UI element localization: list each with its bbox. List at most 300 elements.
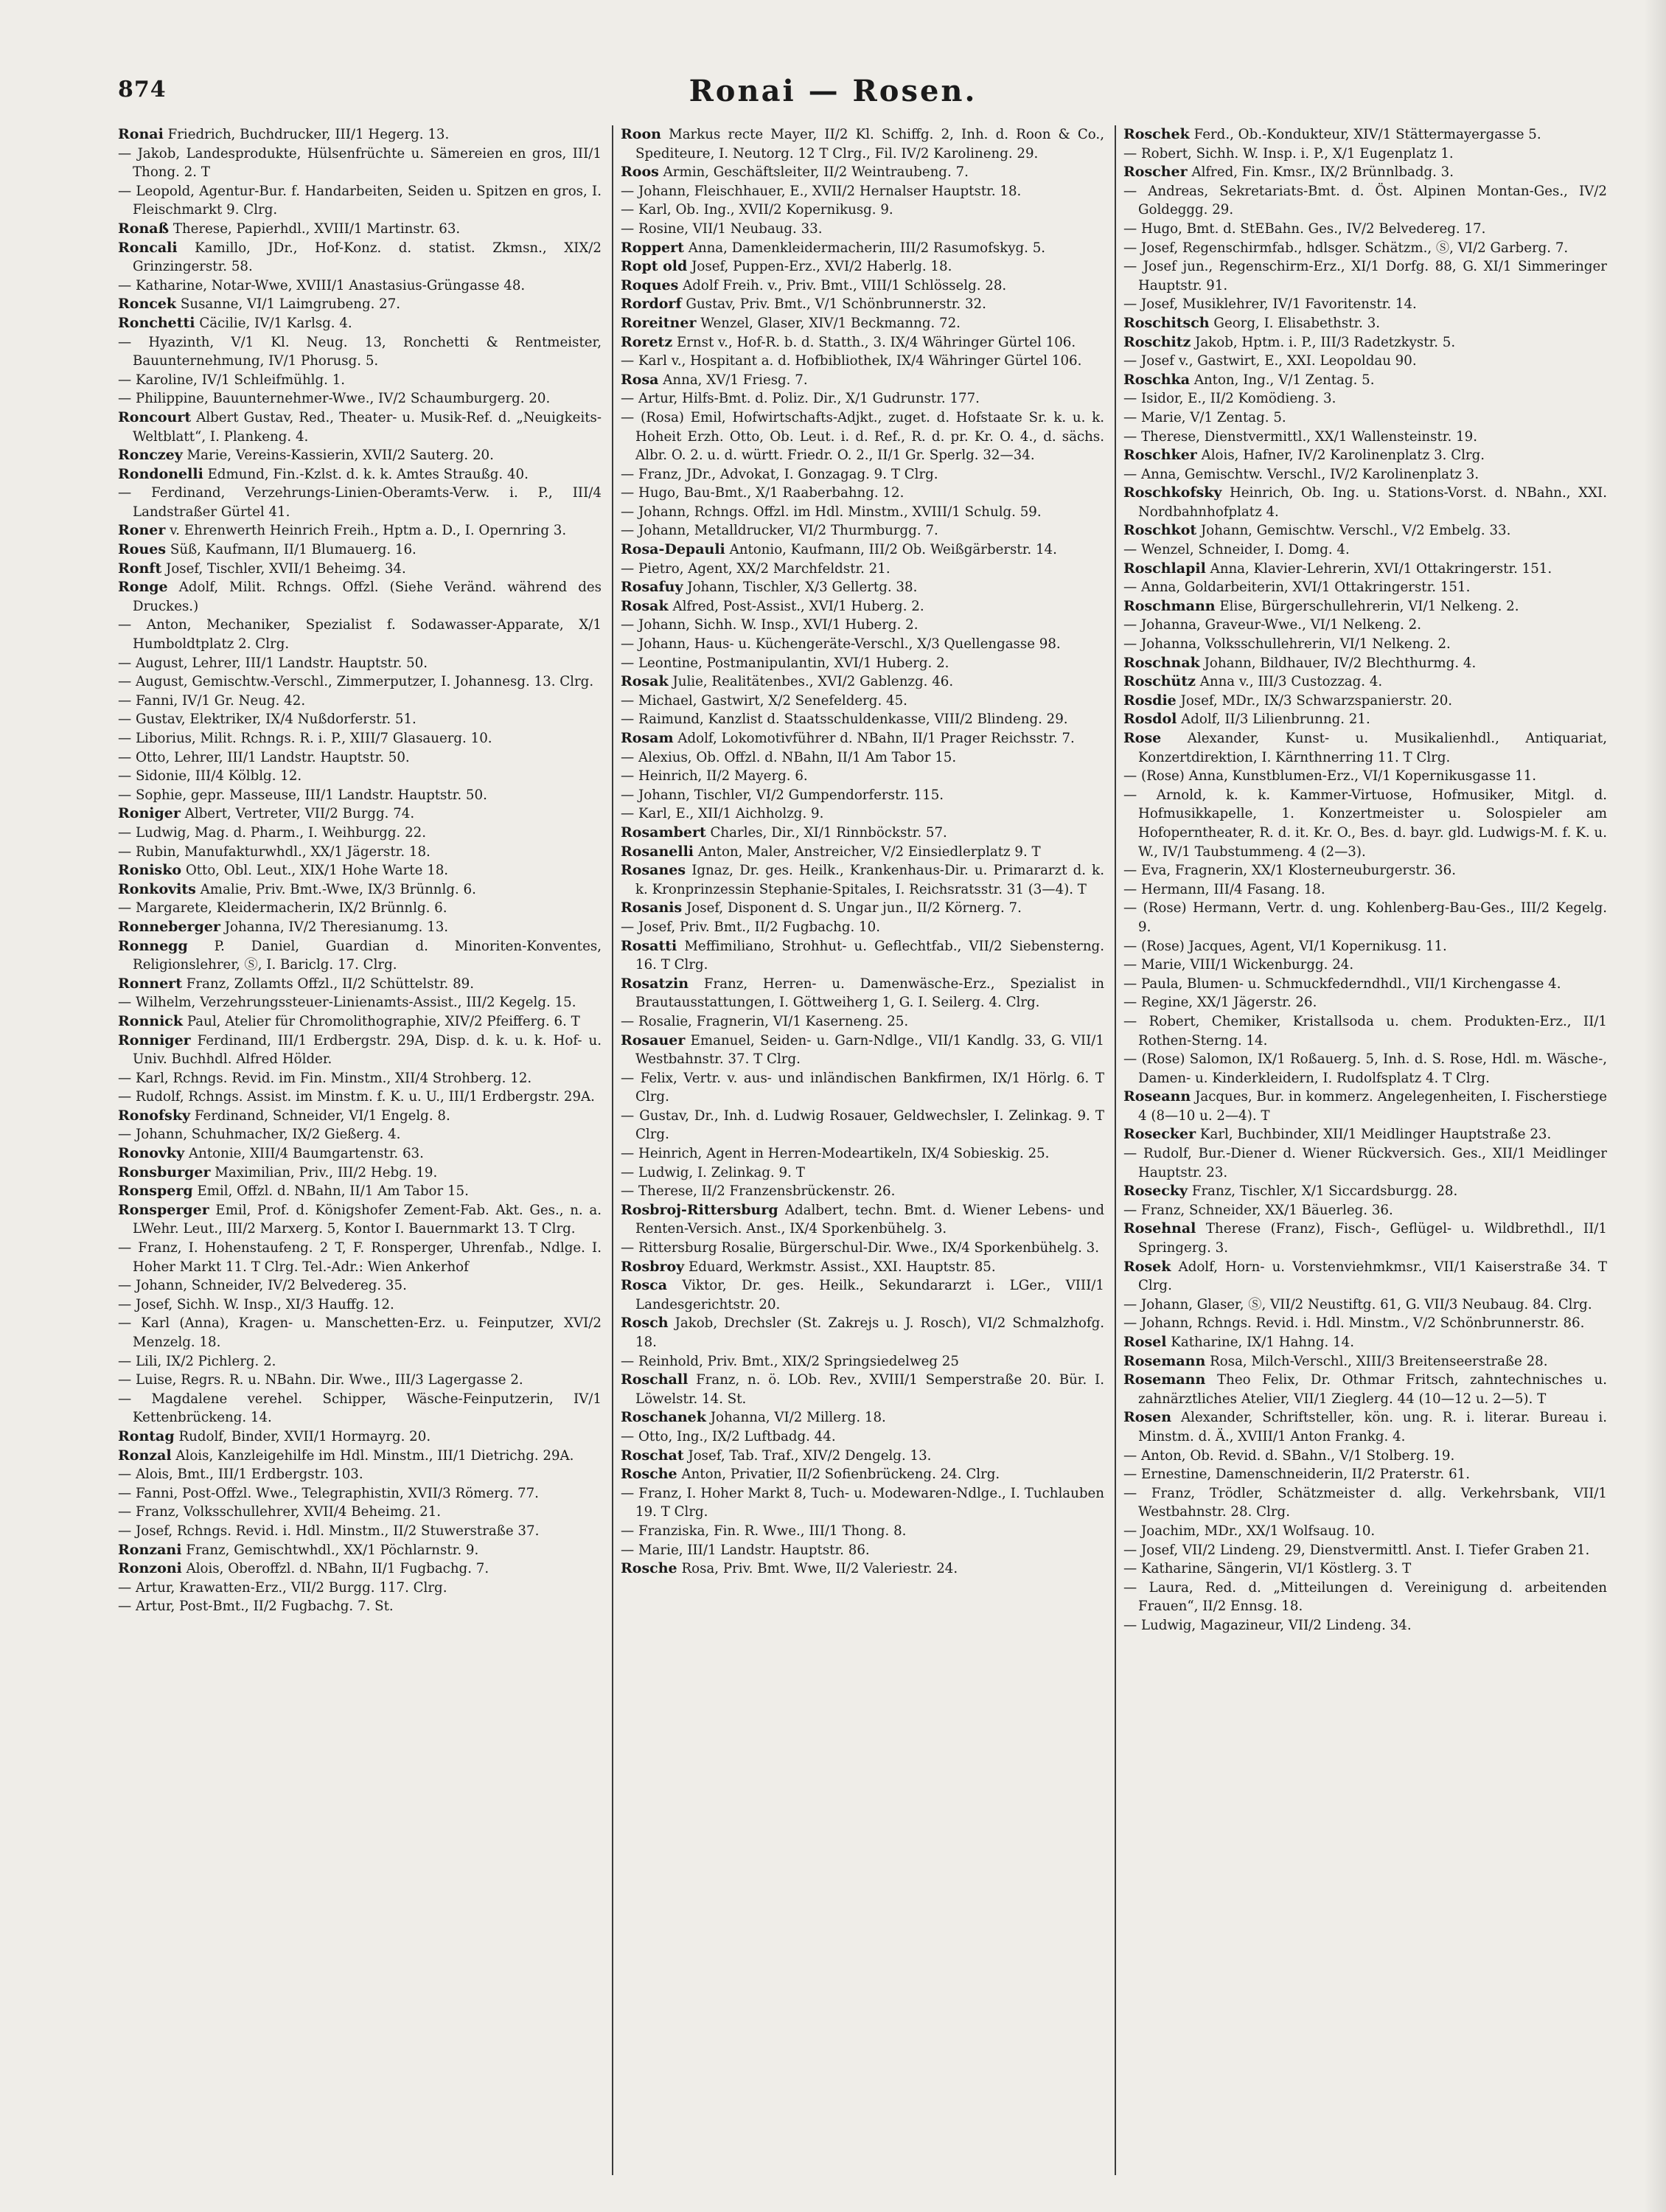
entry-details: Johann, Gemischtw. Verschl., V/2 Embelg. 33. (1200, 523, 1511, 539)
entry-details: Franz, Herren- u. Damenwäsche-Erz., Spezialist in Brautausstattungen, I. Göttweiherg 1, G. I. Seilerg. 4. Clrg. (635, 975, 1104, 1011)
column-3 (1123, 125, 1607, 2175)
directory-entry (621, 692, 1104, 711)
entry-details: — Johann, Glaser, Ⓢ, VII/2 Neustiftg. 61, G. VII/3 Neubaug. 84. Clrg. (1123, 1296, 1592, 1312)
directory-entry (1123, 899, 1607, 936)
directory-entry (118, 239, 602, 276)
directory-entry (621, 408, 1104, 465)
entry-details: Katharine, IX/1 Hahng. 14. (1171, 1335, 1354, 1350)
directory-entry (621, 824, 1104, 843)
directory-entry (1123, 1333, 1607, 1352)
entry-details: — Rubin, Manufakturwhdl., XX/1 Jägerstr. 18. (118, 844, 431, 860)
directory-entry (1123, 1465, 1607, 1484)
directory-entry (118, 692, 602, 711)
entry-details: Jacques, Bur. in kommerz. Angelegenheiten, I. Fischerstiege 4 (8—10 u. 2—4). T (1138, 1089, 1607, 1124)
directory-entry (1123, 672, 1607, 692)
entry-details: — Josef, Priv. Bmt., II/2 Fugbachg. 10. (621, 919, 880, 935)
directory-entry (118, 1597, 602, 1616)
directory-entry (621, 975, 1104, 1012)
entry-details: Franz, Gemischtwhdl., XX/1 Pöchlarnstr. 9. (186, 1542, 479, 1558)
column-1 (118, 125, 602, 2175)
directory-entry (118, 371, 602, 390)
entry-details: Charles, Dir., XI/1 Rinnböckstr. 57. (710, 824, 947, 841)
directory-entry (118, 1371, 602, 1390)
entry-surname: Roschitz (1123, 333, 1191, 350)
directory-entry (118, 993, 602, 1012)
entry-surname: Rosche (621, 1560, 677, 1577)
entry-surname: Rosehnal (1123, 1220, 1196, 1237)
entry-details: — Heinrich, Agent in Herren-Modeartikeln, IX/4 Sobieskig. 25. (621, 1146, 1050, 1162)
directory-entry (1123, 145, 1607, 164)
entry-surname: Rondonelli (118, 465, 203, 482)
directory-entry (118, 1012, 602, 1032)
entry-details: — Heinrich, II/2 Mayerg. 6. (621, 768, 808, 785)
entry-details: — (Rose) Salomon, IX/1 Roßauerg. 5, Inh. d. S. Rose, Hdl. m. Wäsche-, Damen- u. Kinderkleidern, I. Rudolfsplatz 4. T Clrg. (1123, 1051, 1607, 1086)
directory-entry (621, 1447, 1104, 1466)
entry-surname: Ronniger (118, 1032, 191, 1048)
entry-details: — Paula, Blumen- u. Schmuckfederndhdl., VII/1 Kirchengasse 4. (1123, 975, 1561, 992)
entry-surname: Roques (621, 276, 679, 293)
directory-entry (1123, 880, 1607, 900)
entry-details: — Isidor, E., II/2 Komödieng. 3. (1123, 391, 1336, 407)
entry-details: — Johann, Sichh. W. Insp., XVI/1 Huberg. 2. (621, 617, 919, 633)
entry-details: Emanuel, Seiden- u. Garn-Ndlge., VII/1 Kandlg. 33, G. VII/1 Westbahnstr. 37. T Clrg. (635, 1032, 1104, 1068)
entry-surname: Rosel (1123, 1334, 1167, 1350)
entry-details: — Felix, Vertr. v. aus- und inländischen Bankfirmen, IX/1 Hörlg. 6. T Clrg. (621, 1070, 1104, 1105)
entry-details: — Artur, Krawatten-Erz., VII/2 Burgg. 117. Clrg. (118, 1579, 447, 1596)
entry-details: — Johann, Rchngs. Revid. i. Hdl. Minstm., V/2 Schönbrunnerstr. 86. (1123, 1315, 1585, 1332)
directory-entry (621, 521, 1104, 540)
directory-entry (118, 1295, 602, 1315)
directory-entry (118, 748, 602, 768)
entry-surname: Ronzoni (118, 1560, 182, 1577)
entry-surname: Rosecky (1123, 1183, 1188, 1200)
directory-entry (118, 182, 602, 220)
entry-details: — Rudolf, Rchngs. Assist. im Minstm. f. K. u. U., III/1 Erdbergstr. 29A. (118, 1089, 595, 1105)
entry-surname: Rosche (621, 1466, 677, 1483)
entry-surname: Roncali (118, 239, 178, 256)
directory-entry (118, 220, 602, 239)
directory-entry (118, 389, 602, 408)
entry-details: Josef, Tischler, XVII/1 Beheimg. 34. (166, 560, 406, 577)
directory-entry (1123, 163, 1607, 182)
directory-entry (118, 918, 602, 937)
entry-details: — Gustav, Dr., Inh. d. Ludwig Rosauer, Geldwechsler, I. Zelinkag. 9. T Clrg. (621, 1107, 1104, 1143)
directory-entry (118, 880, 602, 900)
entry-surname: Roscher (1123, 164, 1188, 181)
entry-surname: Ronczey (118, 447, 183, 464)
entry-details: Viktor, Dr. ges. Heilk., Sekundararzt i. LGer., VIII/1 Landesgerichtstr. 20. (635, 1278, 1104, 1312)
directory-entry (621, 918, 1104, 937)
entry-details: Josef, MDr., IX/3 Schwarzspanierstr. 20. (1180, 692, 1453, 709)
directory-entry (1123, 1182, 1607, 1201)
entry-details: Albert, Vertreter, VII/2 Burgg. 74. (184, 806, 415, 822)
directory-entry (621, 389, 1104, 408)
entry-surname: Roschmann (1123, 597, 1216, 614)
entry-surname: Rosak (621, 597, 669, 614)
directory-entry (118, 1125, 602, 1144)
directory-entry (621, 748, 1104, 768)
entry-surname: Roreitner (621, 314, 697, 331)
directory-entry (1123, 446, 1607, 465)
entry-details: — Rudolf, Bur.-Diener d. Wiener Rückversich. Ges., XII/1 Meidlinger Hauptstr. 23. (1123, 1146, 1607, 1180)
directory-entry (1123, 975, 1607, 994)
entry-details: Anna, Damenkleidermacherin, III/2 Rasumofskyg. 5. (688, 240, 1046, 256)
entry-surname: Roos (621, 164, 659, 181)
entry-details: Rosa, Milch-Verschl., XIII/3 Breitenseerstraße 28. (1210, 1353, 1548, 1369)
entry-details: — Franz, JDr., Advokat, I. Gonzagag. 9. T Clrg. (621, 466, 938, 482)
directory-entry (621, 295, 1104, 314)
entry-details: — Karl, Rchngs. Revid. im Fin. Minstm., XII/4 Strohberg. 12. (118, 1070, 532, 1086)
directory-entry (118, 1465, 602, 1484)
directory-entry (118, 616, 602, 653)
entry-details: Adolf, Horn- u. Vorstenviehmkmsr., VII/1 Kaiserstraße 34. T Clrg. (1138, 1259, 1607, 1294)
directory-entry (621, 899, 1104, 918)
directory-entry (118, 1427, 602, 1447)
directory-entry (118, 843, 602, 862)
entry-surname: Ropt old (621, 258, 688, 275)
directory-entry (1123, 389, 1607, 408)
entry-details: Alois, Kanzleigehilfe im Hdl. Minstm., III/1 Dietrichg. 29A. (175, 1447, 574, 1464)
entry-surname: Ronsperger (118, 1201, 209, 1218)
directory-entry (621, 1182, 1104, 1201)
directory-entry (118, 654, 602, 673)
directory-entry (1123, 540, 1607, 560)
entry-details: — Franz, Schneider, XX/1 Bäuerleg. 36. (1123, 1202, 1393, 1218)
directory-entry (118, 560, 602, 579)
directory-entry (118, 145, 602, 182)
directory-entry (1123, 484, 1607, 521)
entry-surname: Ronchetti (118, 314, 195, 331)
entry-surname: Roschitsch (1123, 314, 1210, 331)
entry-surname: Rosdie (1123, 692, 1177, 709)
directory-entry (1123, 314, 1607, 333)
entry-details: Gustav, Priv. Bmt., V/1 Schönbrunnerstr. 32. (686, 296, 986, 313)
directory-entry (118, 824, 602, 843)
entry-details: — Karoline, IV/1 Schleifmühlg. 1. (118, 372, 346, 388)
directory-entry (621, 125, 1104, 163)
entry-details: — Jakob, Landesprodukte, Hülsenfrüchte u. Sämereien en gros, III/1 Thong. 2. T (118, 145, 602, 181)
directory-entry (1123, 1484, 1607, 1522)
entry-details: — Fanni, IV/1 Gr. Neug. 42. (118, 692, 306, 709)
entry-details: — Marie, VIII/1 Wickenburgg. 24. (1123, 957, 1354, 973)
entry-details: — August, Gemischtw.-Verschl., Zimmerputzer, I. Johannesg. 13. Clrg. (118, 674, 594, 690)
directory-entry (118, 521, 602, 540)
entry-details: — Johann, Tischler, VI/2 Gumpendorferstr. 115. (621, 787, 944, 803)
directory-entry (1123, 786, 1607, 861)
entry-surname: Rosanes (621, 862, 686, 879)
entry-details: Franz, Tischler, X/1 Siccardsburgg. 28. (1191, 1183, 1458, 1200)
entry-details: Johanna, IV/2 Theresianumg. 13. (224, 919, 449, 935)
directory-entry (118, 1447, 602, 1466)
entry-details: — (Rose) Hermann, Vertr. d. ung. Kohlenberg-Bau-Ges., III/2 Kegelg. 9. (1123, 900, 1607, 935)
directory-entry (118, 408, 602, 446)
directory-entry (1123, 1258, 1607, 1295)
directory-entry (1123, 1125, 1607, 1144)
entry-details: — Katharine, Notar-Wwe, XVIII/1 Anastasius-Grüngasse 48. (118, 277, 526, 293)
entry-details: — Hugo, Bmt. d. StEBahn. Ges., IV/2 Belvedereg. 17. (1123, 220, 1486, 237)
entry-surname: Roschütz (1123, 673, 1196, 690)
entry-surname: Roner (118, 522, 166, 539)
entry-details: — Eva, Fragnerin, XX/1 Klosterneuburgerstr. 36. (1123, 863, 1456, 879)
entry-details: — Rosine, VII/1 Neubaug. 33. (621, 220, 823, 237)
entry-surname: Roniger (118, 805, 181, 822)
entry-details: — Rosalie, Fragnerin, VI/1 Kaserneng. 25. (621, 1013, 909, 1029)
directory-entry (1123, 692, 1607, 711)
directory-entry (118, 540, 602, 560)
entry-details: — Arnold, k. k. Kammer-Virtuose, Hofmusiker, Mitgl. d. Hofmusikkapelle, 1. Konzertmeister u. Solospieler am Hofoperntheater, R. d. it. Kr. O., Bes. d. bayr. gld. Ludwigs-M. f. K. u. W., IV/1 Taubstummeng. 4 (2—3). (1123, 787, 1607, 860)
entry-surname: Roon (621, 126, 661, 142)
directory-entry (621, 1107, 1104, 1144)
directory-entry (1123, 239, 1607, 258)
entry-details: Josef, Tab. Traf., XIV/2 Dengelg. 13. (688, 1447, 932, 1464)
directory-entry (1123, 654, 1607, 673)
entry-details: Johanna, VI/2 Millerg. 18. (710, 1410, 886, 1426)
entry-details: — Fanni, Post-Offzl. Wwe., Telegraphistin, XVII/3 Römerg. 77. (118, 1485, 539, 1501)
directory-entry (118, 1522, 602, 1541)
directory-entry (118, 314, 602, 333)
entry-surname: Rosafuy (621, 579, 683, 596)
entry-details: — Franziska, Fin. R. Wwe., III/1 Thong. 8. (621, 1523, 907, 1539)
entry-surname: Rose (1123, 730, 1162, 746)
directory-entry (621, 861, 1104, 899)
entry-details: — Artur, Post-Bmt., II/2 Fugbachg. 7. St. (118, 1599, 394, 1615)
directory-entry (1123, 1314, 1607, 1333)
entry-surname: Roschkot (1123, 522, 1197, 539)
entry-details: — Artur, Hilfs-Bmt. d. Poliz. Dir., X/1 Gudrunstr. 177. (621, 391, 980, 407)
entry-columns (118, 125, 1607, 2175)
directory-entry (118, 1503, 602, 1522)
directory-entry (621, 503, 1104, 522)
directory-entry (1123, 257, 1607, 295)
directory-entry (118, 804, 602, 824)
entry-details: — August, Lehrer, III/1 Landstr. Hauptstr. 50. (118, 655, 428, 671)
entry-surname: Rosemann (1123, 1371, 1206, 1388)
directory-entry (621, 1239, 1104, 1258)
directory-entry (1123, 1579, 1607, 1616)
entry-details: — Therese, II/2 Franzensbrückenstr. 26. (621, 1183, 896, 1200)
directory-entry (621, 352, 1104, 371)
directory-entry (621, 201, 1104, 220)
directory-entry (621, 1559, 1104, 1579)
entry-details: Franz, n. ö. LOb. Rev., XVIII/1 Semperstraße 20. Bür. I. Löwelstr. 14. St. (635, 1372, 1104, 1407)
directory-entry (1123, 861, 1607, 880)
entry-surname: Roschall (621, 1371, 689, 1388)
entry-surname: Ronnegg (118, 937, 188, 954)
directory-entry (1123, 1541, 1607, 1560)
entry-details: Alexander, Kunst- u. Musikalienhdl., Antiquariat, Konzertdirektion, I. Kärnthnerring 11. T Clrg. (1138, 731, 1607, 765)
directory-entry (118, 899, 602, 918)
entry-details: — (Rosa) Emil, Hofwirtschafts-Adjkt., zuget. d. Hofstaate Sr. k. u. k. Hoheit Erzh. Otto, Ob. Leut. i. d. Ref., R. d. pr. Kr. O. 4., d. sächs. Albr. O. 2. u. d. württ. Friedr. O. 2., II/1 Gr. Sperlg. 32—34. (621, 409, 1104, 464)
directory-entry (1123, 1352, 1607, 1371)
entry-details: Ignaz, Dr. ges. Heilk., Krankenhaus-Dir. u. Primararzt d. k. k. Kronprinzessin Stephanie-Spitales, I. Reichsratsstr. 31 (3—4). T (635, 863, 1104, 897)
entry-surname: Roschka (1123, 371, 1191, 388)
entry-surname: Rosatzin (621, 975, 689, 992)
entry-surname: Rosdol (1123, 711, 1177, 728)
entry-details: — Liborius, Milit. Rchngs. R. i. P., XIII/7 Glasauerg. 10. (118, 731, 492, 746)
directory-entry (118, 1559, 602, 1579)
entry-details: — Michael, Gastwirt, X/2 Senefelderg. 45. (621, 692, 907, 709)
entry-surname: Roseann (1123, 1088, 1191, 1105)
directory-entry (118, 1579, 602, 1598)
entry-details: — Laura, Red. d. „Mitteilungen d. Vereinigung d. arbeitenden Frauen“, II/2 Ennsg. 18. (1123, 1579, 1607, 1615)
entry-details: — Pietro, Agent, XX/2 Marchfeldstr. 21. (621, 560, 890, 577)
entry-details: Rosa, Priv. Bmt. Wwe, II/2 Valeriestr. 24. (681, 1561, 958, 1577)
entry-surname: Rosanelli (621, 843, 694, 860)
entry-details: Alexander, Schriftsteller, kön. ung. R. i. literar. Bureau i. Minstm. d. Ä., XVIII/1 Anton Frankg. 4. (1138, 1410, 1607, 1444)
entry-details: Amalie, Priv. Bmt.-Wwe, IX/3 Brünnlg. 6. (200, 881, 476, 897)
directory-entry (118, 975, 602, 994)
entry-surname: Rosek (1123, 1258, 1171, 1275)
directory-entry (118, 1239, 602, 1276)
entry-surname: Ronzani (118, 1541, 182, 1558)
directory-entry (621, 804, 1104, 824)
entry-surname: Rosbroj-Rittersburg (621, 1201, 778, 1218)
entry-surname: Ronisko (118, 862, 182, 879)
directory-entry (118, 1069, 602, 1088)
directory-entry (1123, 428, 1607, 447)
entry-details: Theo Felix, Dr. Othmar Fritsch, zahntechnisches u. zahnärztliches Atelier, VII/1 Zieglerg. 44 (10—12 u. 2—5). T (1138, 1372, 1607, 1407)
entry-details: — Sidonie, III/4 Kölblg. 12. (118, 768, 302, 785)
entry-details: Adolf, Milit. Rchngs. Offzl. (Siehe Veränd. während des Druckes.) (133, 580, 602, 614)
entry-details: Alois, Hafner, IV/2 Karolinenplatz 3. Clrg. (1201, 448, 1485, 464)
directory-entry (1123, 182, 1607, 220)
entry-details: Therese (Franz), Fisch-, Geflügel- u. Wildbrethdl., II/1 Springerg. 3. (1138, 1221, 1607, 1256)
directory-entry (621, 314, 1104, 333)
entry-details: — Rittersburg Rosalie, Bürgerschul-Dir. Wwe., IX/4 Sporkenbühelg. 3. (621, 1240, 1100, 1256)
entry-surname: Ronge (118, 579, 168, 596)
entry-details: — Wenzel, Schneider, I. Domg. 4. (1123, 542, 1350, 558)
directory-entry (118, 1144, 602, 1164)
entry-surname: Ronft (118, 560, 162, 577)
entry-details: — Karl, Ob. Ing., XVII/2 Kopernikusg. 9. (621, 202, 893, 218)
directory-entry (1123, 767, 1607, 786)
directory-entry (1123, 616, 1607, 635)
entry-details: — Joachim, MDr., XX/1 Wolfsaug. 10. (1123, 1523, 1376, 1539)
entry-surname: Ronsperg (118, 1183, 193, 1200)
directory-entry (1123, 371, 1607, 390)
entry-details: — Ludwig, I. Zelinkag. 9. T (621, 1164, 805, 1180)
directory-entry (118, 295, 602, 314)
directory-entry (1123, 1050, 1607, 1088)
directory-entry (118, 1032, 602, 1069)
directory-entry (1123, 1012, 1607, 1050)
entry-details: Kamillo, JDr., Hof-Konz. d. statist. Zkmsn., XIX/2 Grinzingerstr. 58. (133, 240, 602, 275)
entry-details: Ferdinand, III/1 Erdbergstr. 29A, Disp. d. k. u. k. Hof- u. Univ. Buchhdl. Alfred Hölder. (133, 1032, 602, 1068)
entry-details: Albert Gustav, Red., Theater- u. Musik-Ref. d. „Neuigkeits-Weltblatt“, I. Plankeng. 4. (133, 409, 602, 445)
entry-surname: Ronovky (118, 1145, 185, 1162)
entry-details: — (Rose) Anna, Kunstblumen-Erz., VI/1 Kopernikusgasse 11. (1123, 768, 1537, 785)
directory-entry (1123, 993, 1607, 1012)
entry-details: — Josef, Regenschirmfab., hdlsger. Schätzm., Ⓢ, VI/2 Garberg. 7. (1123, 240, 1569, 256)
entry-surname: Roschnak (1123, 654, 1200, 671)
entry-details: — Robert, Sichh. W. Insp. i. P., X/1 Eugenplatz 1. (1123, 145, 1454, 161)
entry-details: — Philippine, Bauunternehmer-Wwe., IV/2 Schaumburgerg. 20. (118, 391, 551, 407)
entry-details: Georg, I. Elisabethstr. 3. (1213, 315, 1381, 331)
directory-entry (621, 710, 1104, 729)
entry-details: — Johanna, Volksschullehrerin, VI/1 Nelkeng. 2. (1123, 636, 1451, 653)
entry-details: Anna v., III/3 Custozzag. 4. (1199, 674, 1383, 690)
entry-details: — Josef, Sichh. W. Insp., XI/3 Hauffg. 12. (118, 1296, 394, 1312)
directory-entry (118, 1088, 602, 1107)
entry-details: Wenzel, Glaser, XIV/1 Beckmanng. 72. (700, 315, 961, 331)
directory-entry (118, 1107, 602, 1126)
entry-surname: Roschker (1123, 447, 1197, 464)
directory-entry (118, 1164, 602, 1183)
entry-details: Maximilian, Priv., III/2 Hebg. 19. (215, 1164, 438, 1180)
entry-details: Josef, Disponent d. S. Ungar jun., II/2 Körnerg. 7. (686, 900, 1022, 917)
directory-entry (621, 1276, 1104, 1314)
entry-details: Anna, Klavier-Lehrerin, XVI/1 Ottakringerstr. 151. (1210, 560, 1552, 577)
entry-details: Jakob, Hptm. i. P., III/3 Radetzkystr. 5. (1195, 334, 1456, 350)
entry-details: — Johann, Fleischhauer, E., XVII/2 Hernalser Hauptstr. 18. (621, 183, 1022, 199)
entry-surname: Ronzal (118, 1447, 172, 1464)
directory-entry (1123, 333, 1607, 352)
directory-entry (1123, 597, 1607, 616)
directory-entry (1123, 578, 1607, 597)
entry-details: Josef, Puppen-Erz., XVI/2 Haberlg. 18. (691, 259, 952, 275)
entry-surname: Ronnick (118, 1012, 184, 1029)
directory-entry (118, 1390, 602, 1427)
directory-entry (1123, 956, 1607, 975)
entry-surname: Ronofsky (118, 1107, 191, 1124)
entry-details: — Leontine, Postmanipulantin, XVI/1 Huberg. 2. (621, 655, 949, 671)
directory-entry (621, 616, 1104, 635)
directory-entry (1123, 1447, 1607, 1466)
entry-details: — Johann, Haus- u. Küchengeräte-Verschl., X/3 Quellengasse 98. (621, 636, 1061, 653)
entry-surname: Rosa (621, 371, 659, 388)
entry-details: — Anna, Gemischtw. Verschl., IV/2 Karolinenplatz 3. (1123, 466, 1479, 482)
entry-details: — Otto, Lehrer, III/1 Landstr. Hauptstr. 50. (118, 749, 410, 765)
entry-details: Alfred, Post-Assist., XVI/1 Huberg. 2. (672, 598, 924, 614)
directory-entry (118, 1541, 602, 1560)
entry-surname: Rosak (621, 673, 669, 690)
entry-details: P. Daniel, Guardian d. Minoriten-Konventes, Religionslehrer, Ⓢ, I. Bariclg. 17. Clrg. (133, 938, 602, 973)
directory-entry (621, 220, 1104, 239)
entry-surname: Rosatti (621, 937, 677, 954)
entry-details: — Karl, E., XII/1 Aichholzg. 9. (621, 806, 824, 822)
entry-surname: Roschlapil (1123, 560, 1206, 577)
directory-entry (621, 1012, 1104, 1032)
entry-details: — Andreas, Sekretariats-Bmt. d. Öst. Alpinen Montan-Ges., IV/2 Goldeggg. 29. (1123, 183, 1607, 218)
entry-details: — Magdalene verehel. Schipper, Wäsche-Feinputzerin, IV/1 Kettenbrückeng. 14. (118, 1391, 602, 1426)
entry-surname: Rosa-Depauli (621, 541, 725, 558)
entry-details: Ferd., Ob.-Kondukteur, XIV/1 Stättermayergasse 5. (1193, 127, 1541, 142)
directory-entry (621, 1465, 1104, 1484)
entry-details: — Johann, Rchngs. Offzl. im Hdl. Minstm., XVIII/1 Schulg. 59. (621, 504, 1042, 520)
entry-details: Elise, Bürgerschullehrerin, VI/1 Nelkeng. 2. (1219, 598, 1519, 614)
entry-details: Emil, Offzl. d. NBahn, II/1 Am Tabor 15. (197, 1183, 469, 1200)
entry-surname: Ronai (118, 126, 164, 142)
entry-details: — Alois, Bmt., III/1 Erdbergstr. 103. (118, 1467, 363, 1483)
directory-entry (1123, 220, 1607, 239)
entry-details: — Alexius, Ob. Offzl. d. NBahn, II/1 Am Tabor 15. (621, 749, 957, 765)
entry-details: Armin, Geschäftsleiter, II/2 Weintraubeng. 7. (663, 164, 969, 181)
entry-details: — Johann, Schneider, IV/2 Belvedereg. 35. (118, 1278, 407, 1294)
directory-entry (621, 371, 1104, 390)
directory-entry (621, 767, 1104, 786)
entry-details: Adolf, II/3 Lilienbrunng. 21. (1181, 712, 1370, 728)
entry-details: — Ferdinand, Verzehrungs-Linien-Oberamts-Verw. i. P., III/4 Landstraßer Gürtel 41. (118, 485, 602, 520)
directory-entry (621, 1164, 1104, 1183)
entry-surname: Rosbroy (621, 1258, 685, 1275)
directory-entry (1123, 521, 1607, 540)
directory-entry (621, 1352, 1104, 1371)
directory-entry (621, 257, 1104, 276)
entry-details: — Leopold, Agentur-Bur. f. Handarbeiten, Seiden u. Spitzen en gros, I. Fleischmarkt 9. Clrg. (118, 183, 602, 218)
entry-surname: Rosemann (1123, 1352, 1206, 1369)
entry-details: — Otto, Ing., IX/2 Luftbadg. 44. (621, 1428, 836, 1444)
entry-surname: Roppert (621, 239, 684, 256)
